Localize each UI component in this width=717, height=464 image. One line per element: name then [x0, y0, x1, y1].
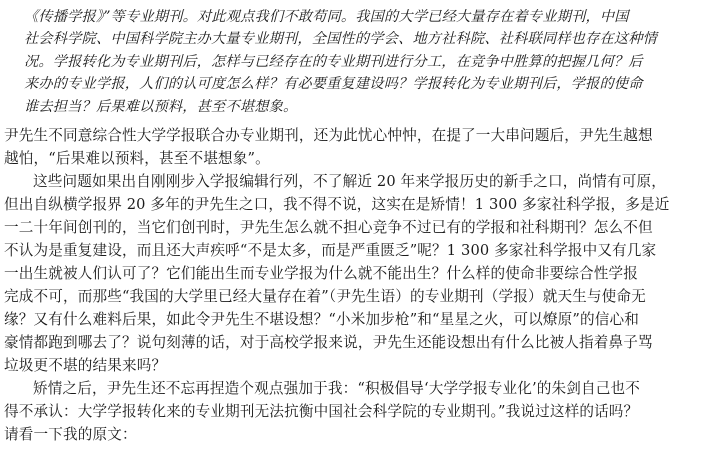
quote-line: 况。学报转化为专业期刊后，怎样与已经存在的专业期刊进行分工，在竞争中胜算的把握几何？后 — [24, 53, 643, 70]
body-line: 豪情都跑到哪去了？说句刻薄的话，对于高校学报来说，尹先生还能设想出有什么比被人指着鼻子骂 — [4, 334, 653, 351]
body-text — [4, 124, 712, 446]
body-line: 尹先生不同意综合性大学学报联合办专业期刊，还为此忧心忡忡，在提了一大串问题后，尹先生越想 — [4, 127, 653, 144]
body-line: 不认为是重复建设，而且还大声疾呼“不是太多，而是严重匮乏”呢？1 300 多家社科学报中又有几家 — [4, 242, 657, 259]
quote-line: 《传播学报》”等专业期刊。对此观点我们不敢苟同。我国的大学已经大量存在着专业期刊，中国 — [24, 9, 629, 25]
body-line: 一二十年间创刊的，当它们创刊时，尹先生怎么就不担心竞争不过已有的学报和社科期刊？怎么不但 — [4, 219, 653, 236]
body-line: 一出生就被人们认可了？它们能出生而专业学报为什么就不能出生？什么样的使命非要综合性学报 — [4, 265, 638, 282]
body-line: 完成不可，而那些“我国的大学里已经大量存在着”（尹先生语）的专业期刊（学报）就天生与使命无 — [4, 288, 646, 305]
quote-line: 来办的专业学报，人们的认可度怎么样？有必要重复建设吗？学报转化为专业期刊后，学报的使命 — [24, 76, 643, 93]
body-line: 但出自纵横学报界 20 多年的尹先生之口，我不得不说，这实在是矫情！1 300 多家社科学报，多是近 — [4, 196, 670, 213]
paragraph-start-line: 矫情之后，尹先生还不忘再捏造个观点强加于我：“积极倡导‘大学学报专业化’的朱剑自己也不 — [33, 380, 640, 397]
body-line: 请看一下我的原文： — [4, 426, 137, 443]
quote-line: 社会科学院、中国科学院主办大量专业期刊，全国性的学会、地方社科院、社科联同样也存在这种情 — [24, 31, 658, 48]
body-line: 垃圾更不堪的结果来吗？ — [4, 357, 167, 374]
body-line: 得不承认：大学学报转化来的专业期刊无法抗衡中国社会科学院的专业期刊。”我说过这样的话吗？ — [4, 403, 639, 420]
quote-line: 谁去担当？后果难以预料，甚至不堪想象。 — [24, 98, 298, 115]
body-line: 缘？又有什么难料后果，如此令尹先生不堪设想？“小米加步枪”和“星星之火，可以燎原”的信心和 — [4, 311, 639, 328]
paragraph-start-line: 这些问题如果出自刚刚步入学报编辑行列，不了解近 20 年来学报历史的新手之口，尚情有可原， — [33, 173, 666, 190]
body-line: 越怕，“后果难以预料，甚至不堪想象”。 — [4, 150, 270, 167]
block-quote — [24, 6, 704, 118]
